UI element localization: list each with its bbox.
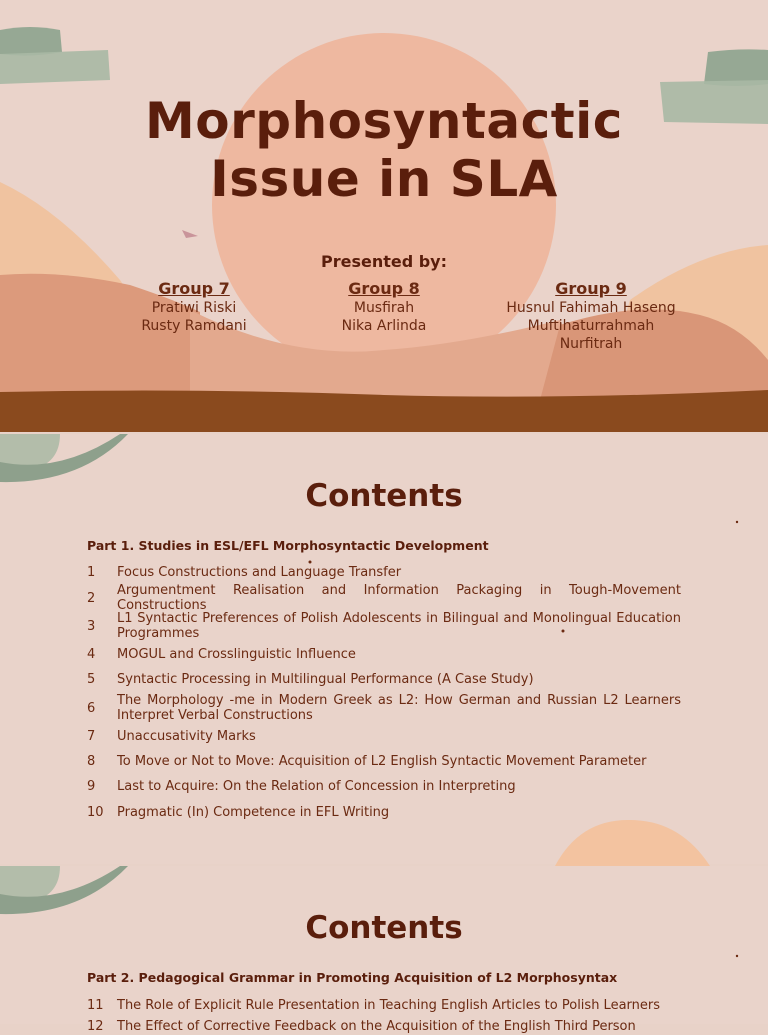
item-text: MOGUL and Crosslinguistic Influence — [117, 646, 356, 662]
item-number: 9 — [87, 778, 96, 794]
list-item — [87, 645, 681, 663]
item-number: 8 — [87, 753, 96, 769]
item-text: Focus Constructions and Language Transfer — [117, 564, 402, 580]
item-text: Unaccusativity Marks — [117, 728, 256, 744]
list-item — [87, 752, 681, 770]
sage-brush-left — [0, 50, 110, 84]
item-number: 3 — [87, 618, 96, 634]
group-name: Group 7 — [158, 279, 230, 298]
member-name: Muftihaturrahmah — [527, 318, 655, 334]
group-9-block — [471, 279, 711, 353]
item-number: 10 — [87, 804, 104, 820]
presentation-title — [0, 92, 768, 208]
member-name: Nika Arlinda — [341, 318, 427, 334]
member-name: Husnul Fahimah Haseng — [506, 300, 676, 316]
item-number: 7 — [87, 728, 96, 744]
contents-heading: Contents — [305, 478, 463, 514]
group-name: Group 9 — [555, 279, 627, 298]
speck — [736, 521, 738, 523]
list-item — [87, 563, 681, 581]
cover-decoration — [0, 0, 768, 432]
item-text: The Role of Explicit Rule Presentation in Teaching English Articles to Polish Learners — [117, 997, 661, 1013]
group-name: Group 8 — [348, 279, 420, 298]
part-heading: Part 1. Studies in ESL/EFL Morphosyntactic Development — [87, 538, 489, 553]
list-item — [87, 777, 681, 795]
item-number: 2 — [87, 590, 96, 606]
item-text: To Move or Not to Move: Acquisition of L2 English Syntactic Movement Parameter — [117, 753, 647, 769]
item-text: The Effect of Corrective Feedback on the Acquisition of the English Third Person — [117, 1018, 636, 1034]
item-text: The Morphology -me in Modern Greek as L2: How German and Russian L2 Learners Interpret Verbal Constructions — [117, 693, 681, 723]
title-line-1: Morphosyntactic — [145, 92, 623, 150]
list-item — [87, 996, 681, 1014]
cover-slide — [0, 0, 768, 432]
item-text: L1 Syntactic Preferences of Polish Adolescents in Bilingual and Monolingual Education Programmes — [117, 611, 681, 641]
list-item — [87, 583, 681, 613]
member-name: Pratiwi Riski — [151, 300, 237, 316]
member-name: Nurfitrah — [559, 336, 623, 352]
list-item — [87, 609, 681, 643]
presented-by-label: Presented by: — [320, 252, 448, 271]
member-name: Rusty Ramdani — [141, 318, 247, 334]
list-item — [87, 1017, 681, 1035]
contents-heading: Contents — [305, 910, 463, 946]
brown-ground — [0, 390, 768, 432]
speck — [736, 955, 738, 957]
sage-brush-top-left — [0, 27, 62, 56]
item-text: Syntactic Processing in Multilingual Performance (A Case Study) — [117, 671, 534, 687]
contents-slide-2 — [0, 866, 768, 1034]
title-line-2: Issue in SLA — [210, 150, 558, 208]
list-item — [87, 691, 681, 725]
item-number: 6 — [87, 700, 96, 716]
item-number: 4 — [87, 646, 96, 662]
item-text: Pragmatic (In) Competence in EFL Writing — [117, 804, 390, 820]
item-text: Last to Acquire: On the Relation of Concession in Interpreting — [117, 778, 516, 794]
list-item — [87, 727, 681, 745]
item-text: Argumentment Realisation and Information Packaging in Tough-Movement Constructions — [117, 583, 681, 613]
member-name: Musfirah — [353, 300, 415, 316]
item-number: 1 — [87, 564, 96, 580]
item-number: 12 — [87, 1018, 104, 1034]
item-number: 11 — [87, 997, 104, 1013]
group-8-block — [264, 279, 504, 335]
list-item — [87, 670, 681, 688]
item-number: 5 — [87, 671, 96, 687]
contents-slide-1 — [0, 434, 768, 864]
part-heading: Part 2. Pedagogical Grammar in Promoting Acquisition of L2 Morphosyntax — [87, 970, 618, 985]
list-item — [87, 803, 681, 821]
